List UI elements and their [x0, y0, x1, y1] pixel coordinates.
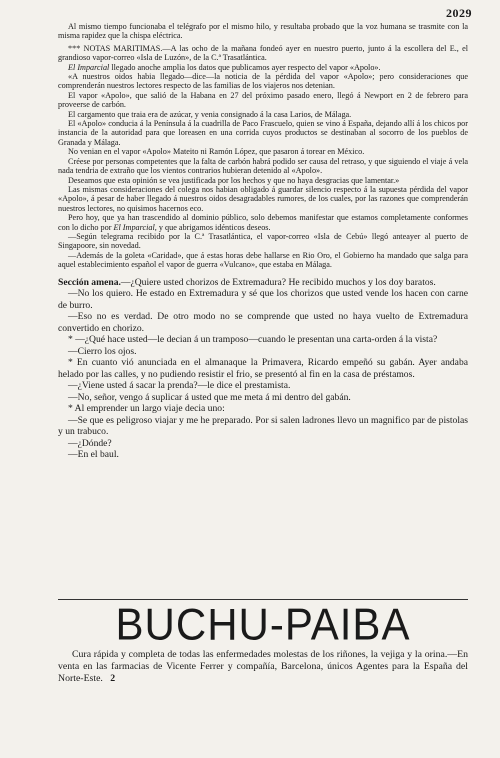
imparcial-title: El Imparcial: [68, 62, 110, 72]
pero-hoy-rest: , y que abrigamos idénticos deseos.: [154, 222, 271, 232]
paragraph-frascuelo: El «Apolo» conducia á la Península á la cuadrilla de Paco Frascuelo, quien se vino á España, dejando allí á los chicos por instancia de la autoridad para que loreasen en una corrida cuyos productos se destinaban al socorro de los pueblos de Granada y Málaga.: [58, 119, 468, 147]
amena-line-12: —En el baul.: [68, 449, 119, 461]
paragraph-mateito: No venian en el vapor «Apolo» Mateito ni Ramón López, que pasaron á torear en México.: [68, 147, 365, 157]
paragraph-mismas-consideraciones: Las mismas consideraciones del colega nos habian obligado á guardar silencio respecto á la supuesta pérdida del vapor «Apolo», á pesar de haber llegado á nuestros oidos desagradables rumores, de los cuales, por las razones que comprenderán nuestros lectores, no quisimos hacernos eco.: [58, 184, 468, 213]
advertisement-copy: Cura rápida y completa de todas las enfermedades molestas de los riñones, la vejiga y la orina.—En venta en las farmacias de Vicente Ferrer y compañía, Barcelona, únicos Agentes para la España del Norte-Este.: [58, 649, 468, 684]
advertisement-text: [58, 649, 468, 685]
amena-line-9: * Al emprender un largo viaje decia uno:: [68, 403, 225, 415]
pero-hoy-lead: Pero hoy, que ya han trascendido al dominio público, solo debemos manifestar que estamos completamente conformes con lo dicho por: [58, 213, 468, 232]
main-column: [58, 22, 468, 461]
pero-hoy-imparcial: El Imparcial: [113, 222, 155, 232]
amena-line-1: —¿Quiere usted chorizos de Extremadura? He recibido muchos y los doy baratos.: [120, 276, 436, 288]
paragraph-cargamento: El cargamento que traia era de azúcar, y venia consignado á la casa Larios, de Málaga.: [68, 109, 352, 119]
seccion-amena-heading: Sección amena.: [58, 276, 121, 288]
page-number: 2029: [446, 6, 472, 20]
paragraph-apolo-salida: El vapor «Apolo», que salió de la Habana en 27 del próximo pasado enero, llegó á Newport en 2 de febrero para proveerse de carbón.: [58, 90, 468, 110]
paragraph-telegrafo: Al mismo tiempo funcionaba el telégrafo por el mismo hilo, y resultaba probado que la voz humana se trasmite con la misma rapidez que la chispa eléctrica.: [58, 22, 468, 41]
paragraph-goleta-caridad: —Además de la goleta «Caridad», que á estas horas debe hallarse en Rio Oro, el Gobierno ha mandado que salga para aquel establecimiento español el vapor de guerra «Vulcano», que estaba en Málaga.: [58, 250, 468, 270]
amena-line-10: —Se que es peligroso viajar y me he preparado. Por si salen ladrones llevo un magnifico par de pistolas y un trabuco.: [58, 414, 468, 438]
paragraph-seccion-amena: [58, 277, 468, 289]
paragraph-deseamos: Deseamos que esta opinión se vea justificada por los hechos y que no haya desgracias que lamentar.»: [68, 175, 400, 185]
imparcial-text: llegado anoche amplia los datos que publicamos ayer respecto del vapor «Apolo».: [109, 62, 381, 72]
notas-heading: *** NOTAS MARITIMAS.—: [68, 43, 171, 53]
amena-line-3: —Eso no es verdad. De otro modo no se comprende que usted no haya vuelto de Extremadura convertido en chorizo.: [58, 311, 468, 334]
paragraph-crease: Créese por personas competentes que la falta de carbón habrá podido ser causa del retraso, y que siguiendo el viaje á vela nada tendria de extraño que los vientos contrarios hubieran detenido al «Apolo».: [58, 156, 468, 176]
notas-text: A las ocho de la mañana fondeó ayer en nuestro puerto, junto á la escollera del E., el grandioso vapor-correo «Isla de Luzón», de la C.ª Trasatlántica.: [58, 43, 468, 63]
paragraph-notas-maritimas: [58, 44, 468, 63]
paragraph-telegrama-cebu: —Según telegrama recibido por la C.ª Trasatlántica, el vapor-correo «Isla de Cebú» llegó anteayer al puerto de Singapoore, sin novedad.: [58, 231, 468, 251]
amena-line-11: —¿Dónde?: [68, 437, 112, 449]
amena-line-7: —¿Viene usted á sacar la prenda?—le dice el prestamista.: [68, 380, 291, 392]
amena-line-5: —Cierro los ojos.: [68, 345, 137, 357]
amena-line-6: * En cuanto vió anunciada en el almanaque la Primavera, Ricardo empeñó su gabán. Ayer andaba helado por las calles, y no pudiendo resistir el frio, se presentó al fin en la casa de préstamos.: [58, 357, 468, 380]
paragraph-apolo-noticia: «A nuestros oidos habia llegado—dice—la noticia de la pérdida del vapor «Apolo»; pero consideraciones que comprenderán nuestros lectores respecto de las familias de los viajeros nos detenian.: [58, 72, 468, 91]
amena-line-4: * —¿Qué hace usted—le decian á un tramposo—cuando le presentan una carta-orden á la vista?: [68, 334, 438, 346]
advertisement-mark: 2: [110, 673, 116, 684]
paragraph-pero-hoy: [58, 213, 468, 232]
amena-line-2: —No los quiero. He estado en Extremadura y sé que los chorizos que usted vende los hacen con carne de burro.: [58, 288, 468, 311]
advertisement-title: BUCHU-PAIBA: [115, 599, 411, 650]
amena-line-8: —No, señor, vengo á suplicar á usted que me meta á mi dentro del gabán.: [68, 391, 351, 403]
advertisement-body: [58, 649, 468, 685]
paragraph-imparcial: [58, 63, 468, 72]
